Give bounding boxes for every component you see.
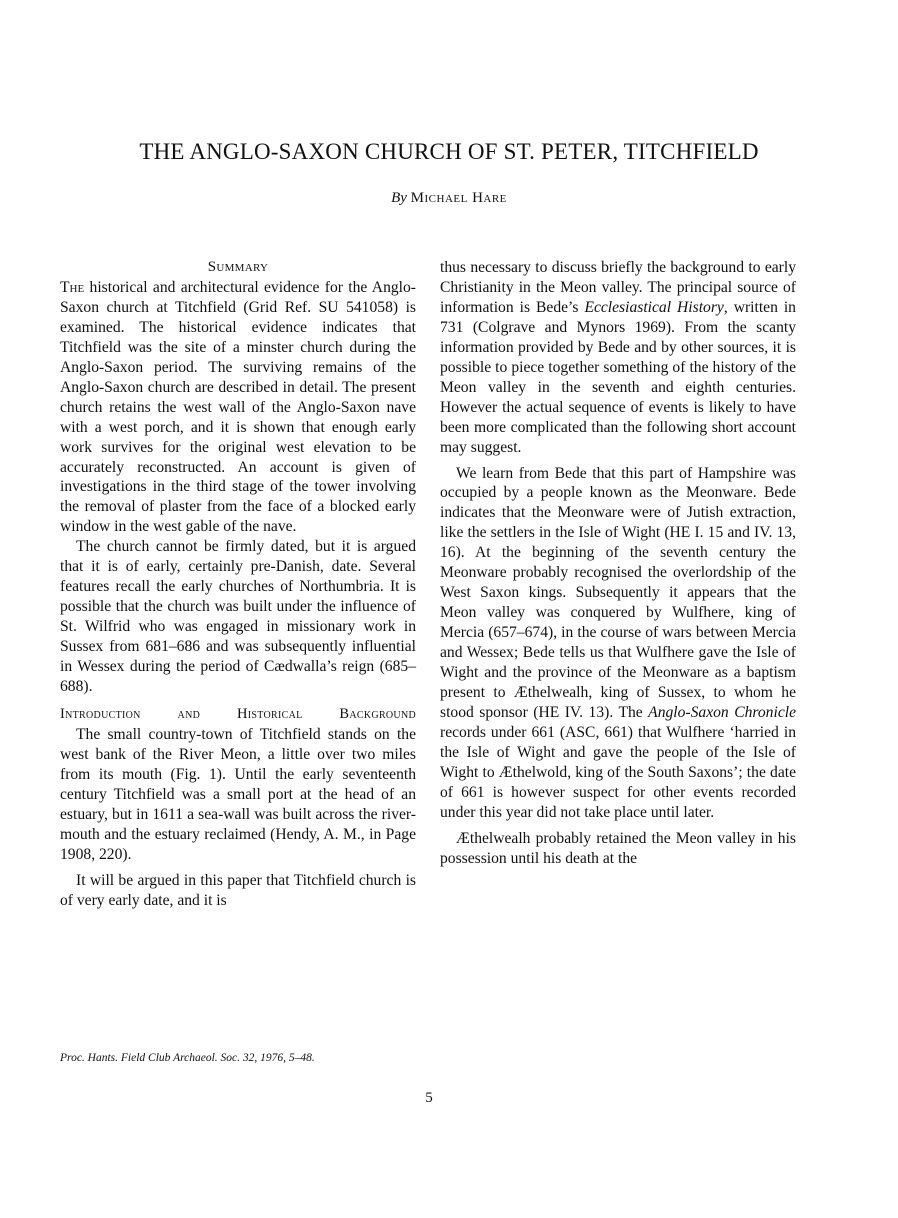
summary-p1-text: historical and architectural evidence for the Anglo-Saxon church at Titchfield (Grid Ref. SU 541058) is examined. The historical evidence indicates that Titchfield was the site of a minster church during the Anglo-Saxon period. The surviving remains of the Anglo-Saxon church are described in detail. The present church retains the west wall of the Anglo-Saxon nave with a west porch, and it is shown that enough early work survives for the original west elevation to be accurately reconstructed. An account is given of investigations in the third stage of the tower involving the removal of plaster from the face of a blocked early window in the west gable of the nave. <box>60 278 416 536</box>
right-column <box>440 258 796 869</box>
footnote-citation: Proc. Hants. Field Club Archaeol. Soc. 32, 1976, 5–48. <box>60 1052 315 1064</box>
intro-paragraph-2: It will be argued in this paper that Titchfield church is of very early date, and it is <box>60 871 416 909</box>
right-p2-b: records under 661 (ASC, 661) that Wulfhere ‘harried in the Isle of Wight and gave the people of the Isle of Wight to Æthelwold, king of the South Saxons’; the date of 661 is however suspect for other events recorded under this year did not take place until later. <box>440 723 796 821</box>
left-column <box>60 258 416 911</box>
right-paragraph-1 <box>440 258 796 458</box>
right-p1-a: thus necessary to discuss briefly the background to early Christianity in the Meon valley. The principal source of information is Bede’s <box>440 259 796 316</box>
summary-first-word: The <box>60 278 85 296</box>
byline-by: By <box>391 190 407 206</box>
author-name: Michael Hare <box>410 190 507 206</box>
right-p2-a: We learn from Bede that this part of Hampshire was occupied by a people known as the Meonware. Bede indicates that the Meonware were of Jutish extraction, like the settlers in the Isle of Wight (HE I. 15 and IV. 13, 16). At the beginning of the seventh century the Meonware probably recognised the overlordship of the West Saxon kings. Subsequently it appears that the Meon valley was conquered by Wulfhere, king of Mercia (657–674), in the course of wars between Mercia and Wessex; Bede tells us that Wulfhere gave the Isle of Wight and the province of the Meonware as a baptism present to Æthelwealh, king of Sussex, to whom he stood sponsor (HE IV. 13). The <box>440 464 796 721</box>
paper-title: THE ANGLO-SAXON CHURCH OF ST. PETER, TITCHFIELD <box>139 139 759 164</box>
summary-paragraph-2: The church cannot be firmly dated, but it is argued that it is of early, certainly pre-Danish, date. Several features recall the early churches of Northumbria. It is possible that the church was built under the influence of St. Wilfrid who was engaged in missionary work in Sussex from 681–686 and was subsequently influential in Wessex during the period of Cædwalla’s reign (685–688). <box>60 538 416 696</box>
right-paragraph-3: Æthelwealh probably retained the Meon valley in his possession until his death at the <box>440 829 796 867</box>
summary-heading: Summary <box>207 259 269 275</box>
right-p2-em: Anglo-Saxon Chronicle <box>648 703 796 721</box>
right-p1-b: , written in 731 (Colgrave and Mynors 1969). From the scanty information provided by Bede and by other sources, it is possible to piece together something of the history of the Meon valley in the seventh and eighth centuries. However the actual sequence of events is likely to have been more complicated than the following short account may suggest. <box>440 298 796 456</box>
page-number: 5 <box>425 1090 433 1106</box>
intro-paragraph-1: The small country-town of Titchfield stands on the west bank of the River Meon, a little over two miles from its mouth (Fig. 1). Until the early seventeenth century Titchfield was a small port at the head of an estuary, but in 1611 a sea-wall was built across the river-mouth and the estuary reclaimed (Hendy, A. M., in Page 1908, 220). <box>60 725 416 863</box>
intro-heading: Introduction and Historical Background <box>60 705 416 722</box>
right-paragraph-2 <box>440 464 796 823</box>
summary-paragraph-1 <box>60 278 416 537</box>
byline <box>0 190 898 207</box>
right-p1-em: Ecclesiastical History <box>584 298 724 316</box>
